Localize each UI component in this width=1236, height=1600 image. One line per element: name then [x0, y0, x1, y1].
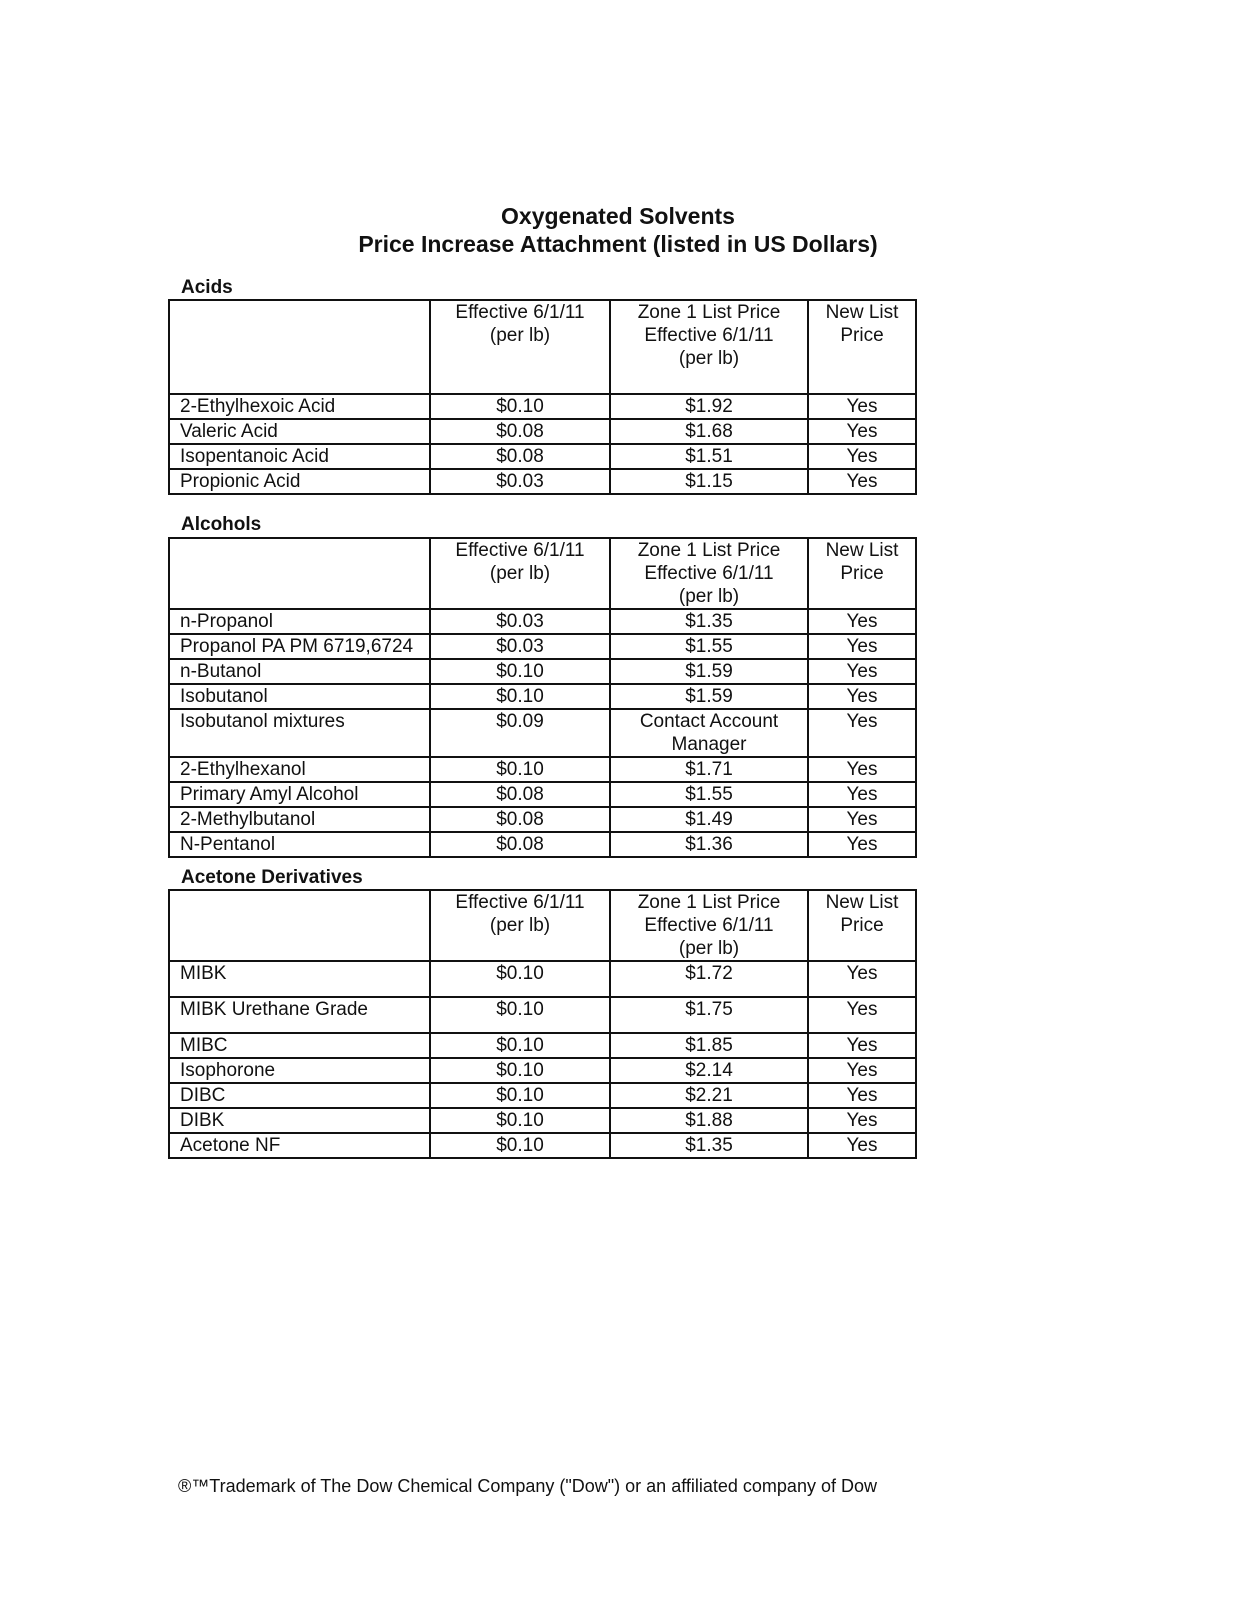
- product-name: Propionic Acid: [169, 469, 430, 494]
- effective-increase: $0.03: [430, 634, 610, 659]
- product-name: Primary Amyl Alcohol: [169, 782, 430, 807]
- document-title: Oxygenated Solvents: [501, 203, 735, 229]
- header-product: [169, 538, 430, 609]
- effective-increase: $0.10: [430, 659, 610, 684]
- new-list-flag: Yes: [808, 1133, 916, 1158]
- effective-increase: $0.03: [430, 469, 610, 494]
- new-list-flag: Yes: [808, 961, 916, 997]
- effective-increase: $0.10: [430, 1133, 610, 1158]
- acetone-derivatives-table: [168, 889, 917, 1159]
- document-subtitle: Price Increase Attachment (listed in US Dollars): [358, 231, 878, 257]
- product-name: Isophorone: [169, 1058, 430, 1083]
- zone-price: Contact Account Manager: [610, 709, 808, 757]
- table-row: [169, 684, 916, 709]
- new-list-flag: Yes: [808, 757, 916, 782]
- new-list-flag: Yes: [808, 444, 916, 469]
- effective-increase: $0.10: [430, 961, 610, 997]
- header-effective: Effective 6/1/11 (per lb): [430, 300, 610, 394]
- effective-increase: $0.10: [430, 1108, 610, 1133]
- zone-price: $1.68: [610, 419, 808, 444]
- new-list-flag: Yes: [808, 807, 916, 832]
- effective-increase: $0.08: [430, 782, 610, 807]
- zone-price: $1.55: [610, 782, 808, 807]
- new-list-flag: Yes: [808, 997, 916, 1033]
- table-header-row: [169, 890, 916, 961]
- effective-increase: $0.08: [430, 832, 610, 857]
- product-name: Acetone NF: [169, 1133, 430, 1158]
- new-list-flag: Yes: [808, 634, 916, 659]
- new-list-flag: Yes: [808, 1058, 916, 1083]
- table-row: [169, 609, 916, 634]
- table-row: [169, 1058, 916, 1083]
- product-name: MIBK Urethane Grade: [169, 997, 430, 1033]
- acids-table: [168, 299, 917, 495]
- effective-increase: $0.08: [430, 419, 610, 444]
- product-name: Isobutanol: [169, 684, 430, 709]
- zone-price: $1.75: [610, 997, 808, 1033]
- table-row: [169, 1133, 916, 1158]
- product-name: Valeric Acid: [169, 419, 430, 444]
- zone-price: $1.51: [610, 444, 808, 469]
- zone-price: $2.14: [610, 1058, 808, 1083]
- effective-increase: $0.08: [430, 444, 610, 469]
- new-list-flag: Yes: [808, 782, 916, 807]
- header-new-list: New List Price: [808, 538, 916, 609]
- table-header-row: [169, 300, 916, 394]
- zone-price: $1.59: [610, 659, 808, 684]
- header-zone-price: Zone 1 List Price Effective 6/1/11 (per lb): [610, 300, 808, 394]
- product-name: MIBC: [169, 1033, 430, 1058]
- zone-price: $1.36: [610, 832, 808, 857]
- product-name: Isopentanoic Acid: [169, 444, 430, 469]
- zone-price: $1.55: [610, 634, 808, 659]
- effective-increase: $0.10: [430, 997, 610, 1033]
- alcohols-table: [168, 537, 917, 858]
- header-effective: Effective 6/1/11 (per lb): [430, 538, 610, 609]
- product-name: n-Butanol: [169, 659, 430, 684]
- section-label-alcohols: Alcohols: [181, 514, 262, 535]
- table-row: [169, 1033, 916, 1058]
- header-effective: Effective 6/1/11 (per lb): [430, 890, 610, 961]
- table-row: [169, 1083, 916, 1108]
- zone-price: $1.72: [610, 961, 808, 997]
- zone-price: $1.49: [610, 807, 808, 832]
- table-row: [169, 782, 916, 807]
- new-list-flag: Yes: [808, 684, 916, 709]
- product-name: 2-Methylbutanol: [169, 807, 430, 832]
- new-list-flag: Yes: [808, 1083, 916, 1108]
- effective-increase: $0.09: [430, 709, 610, 757]
- table-row: [169, 807, 916, 832]
- zone-price: $1.15: [610, 469, 808, 494]
- product-name: MIBK: [169, 961, 430, 997]
- new-list-flag: Yes: [808, 419, 916, 444]
- zone-price: $1.85: [610, 1033, 808, 1058]
- table-row: [169, 659, 916, 684]
- new-list-flag: Yes: [808, 1033, 916, 1058]
- new-list-flag: Yes: [808, 609, 916, 634]
- header-product: [169, 890, 430, 961]
- effective-increase: $0.10: [430, 1033, 610, 1058]
- product-name: 2-Ethylhexanol: [169, 757, 430, 782]
- table-row: [169, 394, 916, 419]
- effective-increase: $0.03: [430, 609, 610, 634]
- table-row: [169, 997, 916, 1033]
- table-row: [169, 469, 916, 494]
- effective-increase: $0.10: [430, 684, 610, 709]
- table-row: [169, 709, 916, 757]
- zone-price: $1.35: [610, 609, 808, 634]
- product-name: N-Pentanol: [169, 832, 430, 857]
- header-new-list: New List Price: [808, 300, 916, 394]
- new-list-flag: Yes: [808, 832, 916, 857]
- table-row: [169, 1108, 916, 1133]
- product-name: DIBC: [169, 1083, 430, 1108]
- zone-price: $1.88: [610, 1108, 808, 1133]
- section-label-acids: Acids: [181, 277, 233, 298]
- section-label-acetone-derivatives: Acetone Derivatives: [181, 867, 363, 888]
- table-row: [169, 444, 916, 469]
- zone-price: $1.35: [610, 1133, 808, 1158]
- zone-price: $1.71: [610, 757, 808, 782]
- product-name: Isobutanol mixtures: [169, 709, 430, 757]
- effective-increase: $0.10: [430, 394, 610, 419]
- table-row: [169, 634, 916, 659]
- header-new-list: New List Price: [808, 890, 916, 961]
- header-zone-price: Zone 1 List Price Effective 6/1/11 (per lb): [610, 538, 808, 609]
- new-list-flag: Yes: [808, 469, 916, 494]
- table-row: [169, 832, 916, 857]
- new-list-flag: Yes: [808, 709, 916, 757]
- header-zone-price: Zone 1 List Price Effective 6/1/11 (per lb): [610, 890, 808, 961]
- product-name: 2-Ethylhexoic Acid: [169, 394, 430, 419]
- new-list-flag: Yes: [808, 1108, 916, 1133]
- effective-increase: $0.10: [430, 1083, 610, 1108]
- zone-price: $2.21: [610, 1083, 808, 1108]
- product-name: DIBK: [169, 1108, 430, 1133]
- new-list-flag: Yes: [808, 659, 916, 684]
- new-list-flag: Yes: [808, 394, 916, 419]
- zone-price: $1.59: [610, 684, 808, 709]
- table-header-row: [169, 538, 916, 609]
- product-name: Propanol PA PM 6719,6724: [169, 634, 430, 659]
- table-row: [169, 961, 916, 997]
- table-row: [169, 757, 916, 782]
- effective-increase: $0.08: [430, 807, 610, 832]
- effective-increase: $0.10: [430, 1058, 610, 1083]
- trademark-footer: ®™Trademark of The Dow Chemical Company ("Dow") or an affiliated company of Dow: [178, 1476, 877, 1496]
- table-row: [169, 419, 916, 444]
- zone-price: $1.92: [610, 394, 808, 419]
- effective-increase: $0.10: [430, 757, 610, 782]
- product-name: n-Propanol: [169, 609, 430, 634]
- header-product: [169, 300, 430, 394]
